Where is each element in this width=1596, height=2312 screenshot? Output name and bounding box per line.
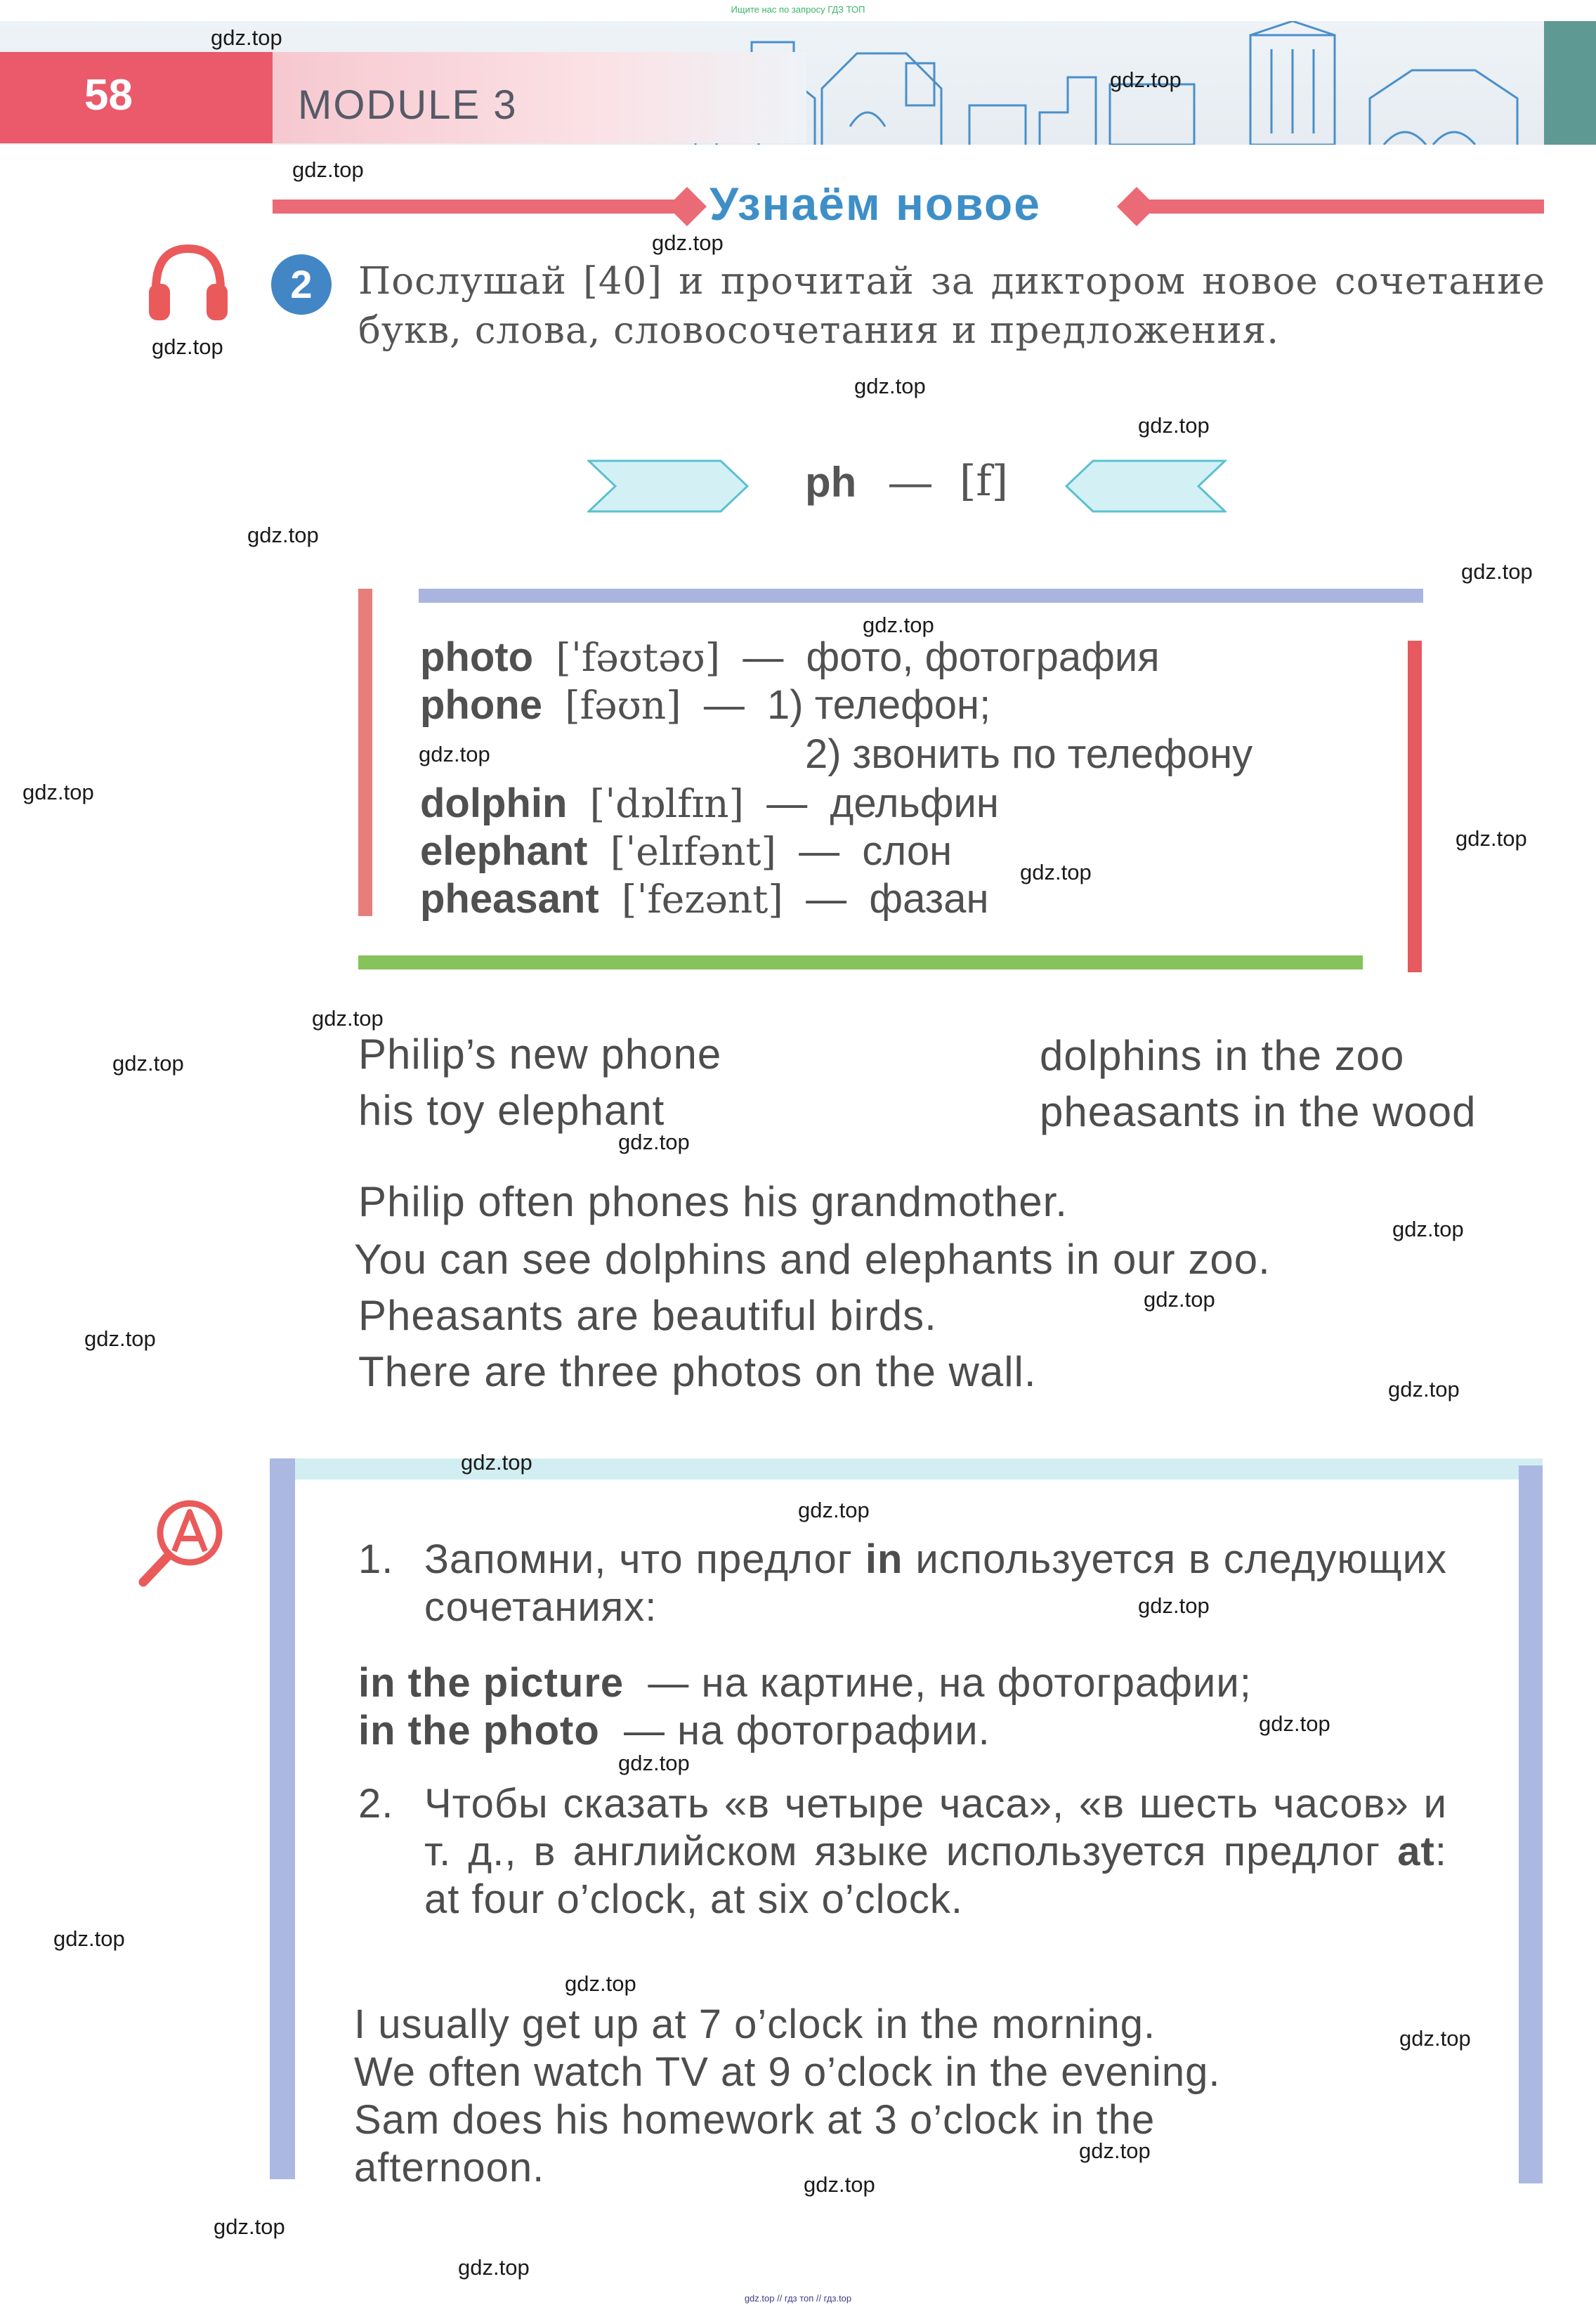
- vocab-row-phone-meaning-2: [805, 731, 1252, 778]
- rule-sound: [f]: [960, 457, 1009, 506]
- sentence-3: Pheasants are beautiful birds.: [358, 1292, 937, 1339]
- watermark: gdz.top: [214, 2214, 285, 2239]
- rule-arrow-right: [1065, 459, 1227, 513]
- watermark: gdz.top: [1020, 860, 1092, 884]
- vocab-transcription: [ˈdɒlfɪn]: [589, 781, 745, 826]
- grammar-example-phrase: in the photo: [358, 1708, 600, 1753]
- vocab-separator: —: [743, 634, 784, 680]
- grammar-rule-1-text: [424, 1536, 1447, 1631]
- vocab-meaning: 1) телефон;: [767, 682, 991, 728]
- rule-dash: —: [889, 459, 931, 506]
- section-title-bar-left: [273, 200, 694, 214]
- phrase-right-1: dolphins in the zoo: [1040, 1032, 1405, 1079]
- watermark: gdz.top: [618, 1130, 690, 1154]
- top-small-text: Ищите нас по запросу ГДЗ ТОП: [731, 4, 865, 15]
- exercise-number: 2: [271, 254, 332, 315]
- vocab-separator: —: [806, 876, 847, 922]
- watermark: gdz.top: [84, 1326, 156, 1351]
- watermark: gdz.top: [1138, 413, 1210, 438]
- vocab-row-phone: [420, 681, 990, 729]
- phrase-left-2: his toy elephant: [358, 1087, 665, 1134]
- grammar-sentence-4: afternoon.: [354, 2145, 545, 2190]
- vocab-meaning: фазан: [869, 876, 989, 922]
- vocab-transcription: [ˈelɪfənt]: [610, 829, 776, 874]
- watermark: gdz.top: [652, 230, 724, 255]
- watermark: gdz.top: [1259, 1711, 1330, 1736]
- watermark: gdz.top: [152, 334, 223, 359]
- grammar-rule-2-text: [424, 1780, 1447, 1924]
- header-right-strip: [1544, 21, 1596, 145]
- grammar-rule-1-keyword: in: [865, 1536, 903, 1582]
- grammar-rule-2-keyword: at: [1397, 1829, 1435, 1874]
- grammar-rule-2-after: : at four o’clock, at six o’clock.: [424, 1829, 1447, 1922]
- vocab-meaning: дельфин: [830, 781, 999, 826]
- watermark: gdz.top: [565, 1971, 636, 1996]
- watermark: gdz.top: [1110, 67, 1182, 92]
- section-title: Узнаём новое: [709, 178, 1041, 230]
- vocab-word: pheasant: [420, 876, 599, 922]
- exercise-instruction: Послушай [40] и прочитай за диктором новое сочетание букв, слова, словосочетания и предложения.: [358, 260, 1545, 352]
- vocab-box-bottom-border: [358, 955, 1363, 969]
- watermark: gdz.top: [1388, 1377, 1460, 1402]
- watermark: gdz.top: [1144, 1287, 1215, 1312]
- vocab-transcription: [ˈfəʊtəʊ]: [556, 635, 721, 680]
- grammar-example-translation: — на картине, на фотографии;: [648, 1660, 1252, 1706]
- watermark: gdz.top: [1399, 2026, 1471, 2051]
- grammar-rule-1-before: Запомни, что предлог: [424, 1536, 853, 1582]
- grammar-box-left-border: [270, 1458, 295, 2179]
- watermark: gdz.top: [312, 1006, 384, 1031]
- vocab-separator: —: [703, 682, 745, 728]
- vocab-word: phone: [420, 682, 542, 728]
- watermark: gdz.top: [1079, 2138, 1151, 2163]
- vocab-word: photo: [420, 634, 534, 680]
- vocab-row-dolphin: [420, 780, 999, 827]
- watermark: gdz.top: [22, 780, 94, 804]
- vocab-meaning: 2) звонить по телефону: [805, 731, 1253, 777]
- vocab-separator: —: [799, 828, 840, 874]
- vocab-box-right-border: [1408, 641, 1422, 972]
- grammar-example-phrase: in the picture: [358, 1660, 624, 1706]
- grammar-rule-2-before: Чтобы сказать «в четыре часа», «в шесть часов» и т. д., в английском языке используется предлог: [424, 1781, 1447, 1874]
- watermark: gdz.top: [1456, 826, 1527, 851]
- watermark: gdz.top: [419, 742, 490, 766]
- vocab-box-left-border: [358, 589, 372, 916]
- footer-small-text: gdz.top // гдз топ // гдз.top: [744, 2293, 852, 2304]
- watermark: gdz.top: [804, 2172, 875, 2197]
- section-title-arrow-left: [667, 187, 707, 226]
- watermark: gdz.top: [247, 523, 319, 547]
- watermark: gdz.top: [461, 1450, 532, 1475]
- watermark: gdz.top: [854, 374, 926, 398]
- page-number: 58: [84, 71, 133, 119]
- section-title-bar-right: [1138, 200, 1544, 214]
- grammar-box-right-border: [1519, 1465, 1543, 2183]
- watermark: gdz.top: [1138, 1593, 1210, 1618]
- sentence-4: There are three photos on the wall.: [358, 1348, 1037, 1395]
- watermark: gdz.top: [458, 2255, 530, 2280]
- grammar-sentence-3: Sam does his homework at 3 o’clock in the: [354, 2097, 1156, 2143]
- watermark: gdz.top: [112, 1051, 184, 1076]
- sentence-1: Philip often phones his grandmother.: [358, 1178, 1068, 1225]
- vocab-separator: —: [766, 781, 808, 826]
- watermark: gdz.top: [1392, 1217, 1464, 1241]
- watermark: gdz.top: [1461, 559, 1533, 584]
- vocab-meaning: слон: [862, 828, 953, 874]
- phrase-left-1: Philip’s new phone: [358, 1031, 722, 1078]
- watermark: gdz.top: [53, 1926, 125, 1951]
- vocab-row-pheasant: [420, 875, 989, 922]
- grammar-sentence-2: We often watch TV at 9 o’clock in the evening.: [354, 2049, 1221, 2095]
- watermark: gdz.top: [292, 157, 364, 182]
- phrase-right-2: pheasants in the wood: [1040, 1088, 1477, 1135]
- vocab-word: dolphin: [420, 781, 568, 826]
- grammar-rule-1-number: 1.: [358, 1536, 394, 1582]
- sentence-2: You can see dolphins and elephants in our zoo.: [354, 1236, 1271, 1283]
- vocab-box-top-border: [419, 589, 1423, 603]
- grammar-sentence-1: I usually get up at 7 o’clock in the morning.: [354, 2001, 1156, 2047]
- watermark: gdz.top: [798, 1498, 870, 1522]
- watermark: gdz.top: [618, 1751, 690, 1775]
- magnifier-a-icon: [138, 1496, 229, 1588]
- page-number-tab: [0, 52, 273, 143]
- vocab-row-photo: [420, 634, 1160, 681]
- module-label: MODULE 3: [298, 82, 518, 128]
- vocab-word: elephant: [420, 828, 588, 874]
- watermark: gdz.top: [211, 25, 282, 50]
- vocab-transcription: [ˈfezənt]: [621, 877, 783, 922]
- vocab-row-elephant: [420, 828, 952, 875]
- vocab-meaning: фото, фотография: [806, 634, 1160, 680]
- headphones-icon: [146, 239, 230, 323]
- grammar-example-2: [358, 1707, 990, 1754]
- vocab-transcription: [fəʊn]: [565, 683, 681, 728]
- grammar-example-1: [358, 1659, 1252, 1706]
- rule-letters: ph: [805, 459, 857, 506]
- grammar-rule-1-after: используется в следующих сочетаниях:: [424, 1536, 1447, 1630]
- grammar-rule-2-number: 2.: [358, 1781, 394, 1827]
- grammar-example-translation: — на фотографии.: [624, 1708, 990, 1753]
- watermark: gdz.top: [863, 613, 934, 637]
- rule-arrow-left: [587, 459, 749, 513]
